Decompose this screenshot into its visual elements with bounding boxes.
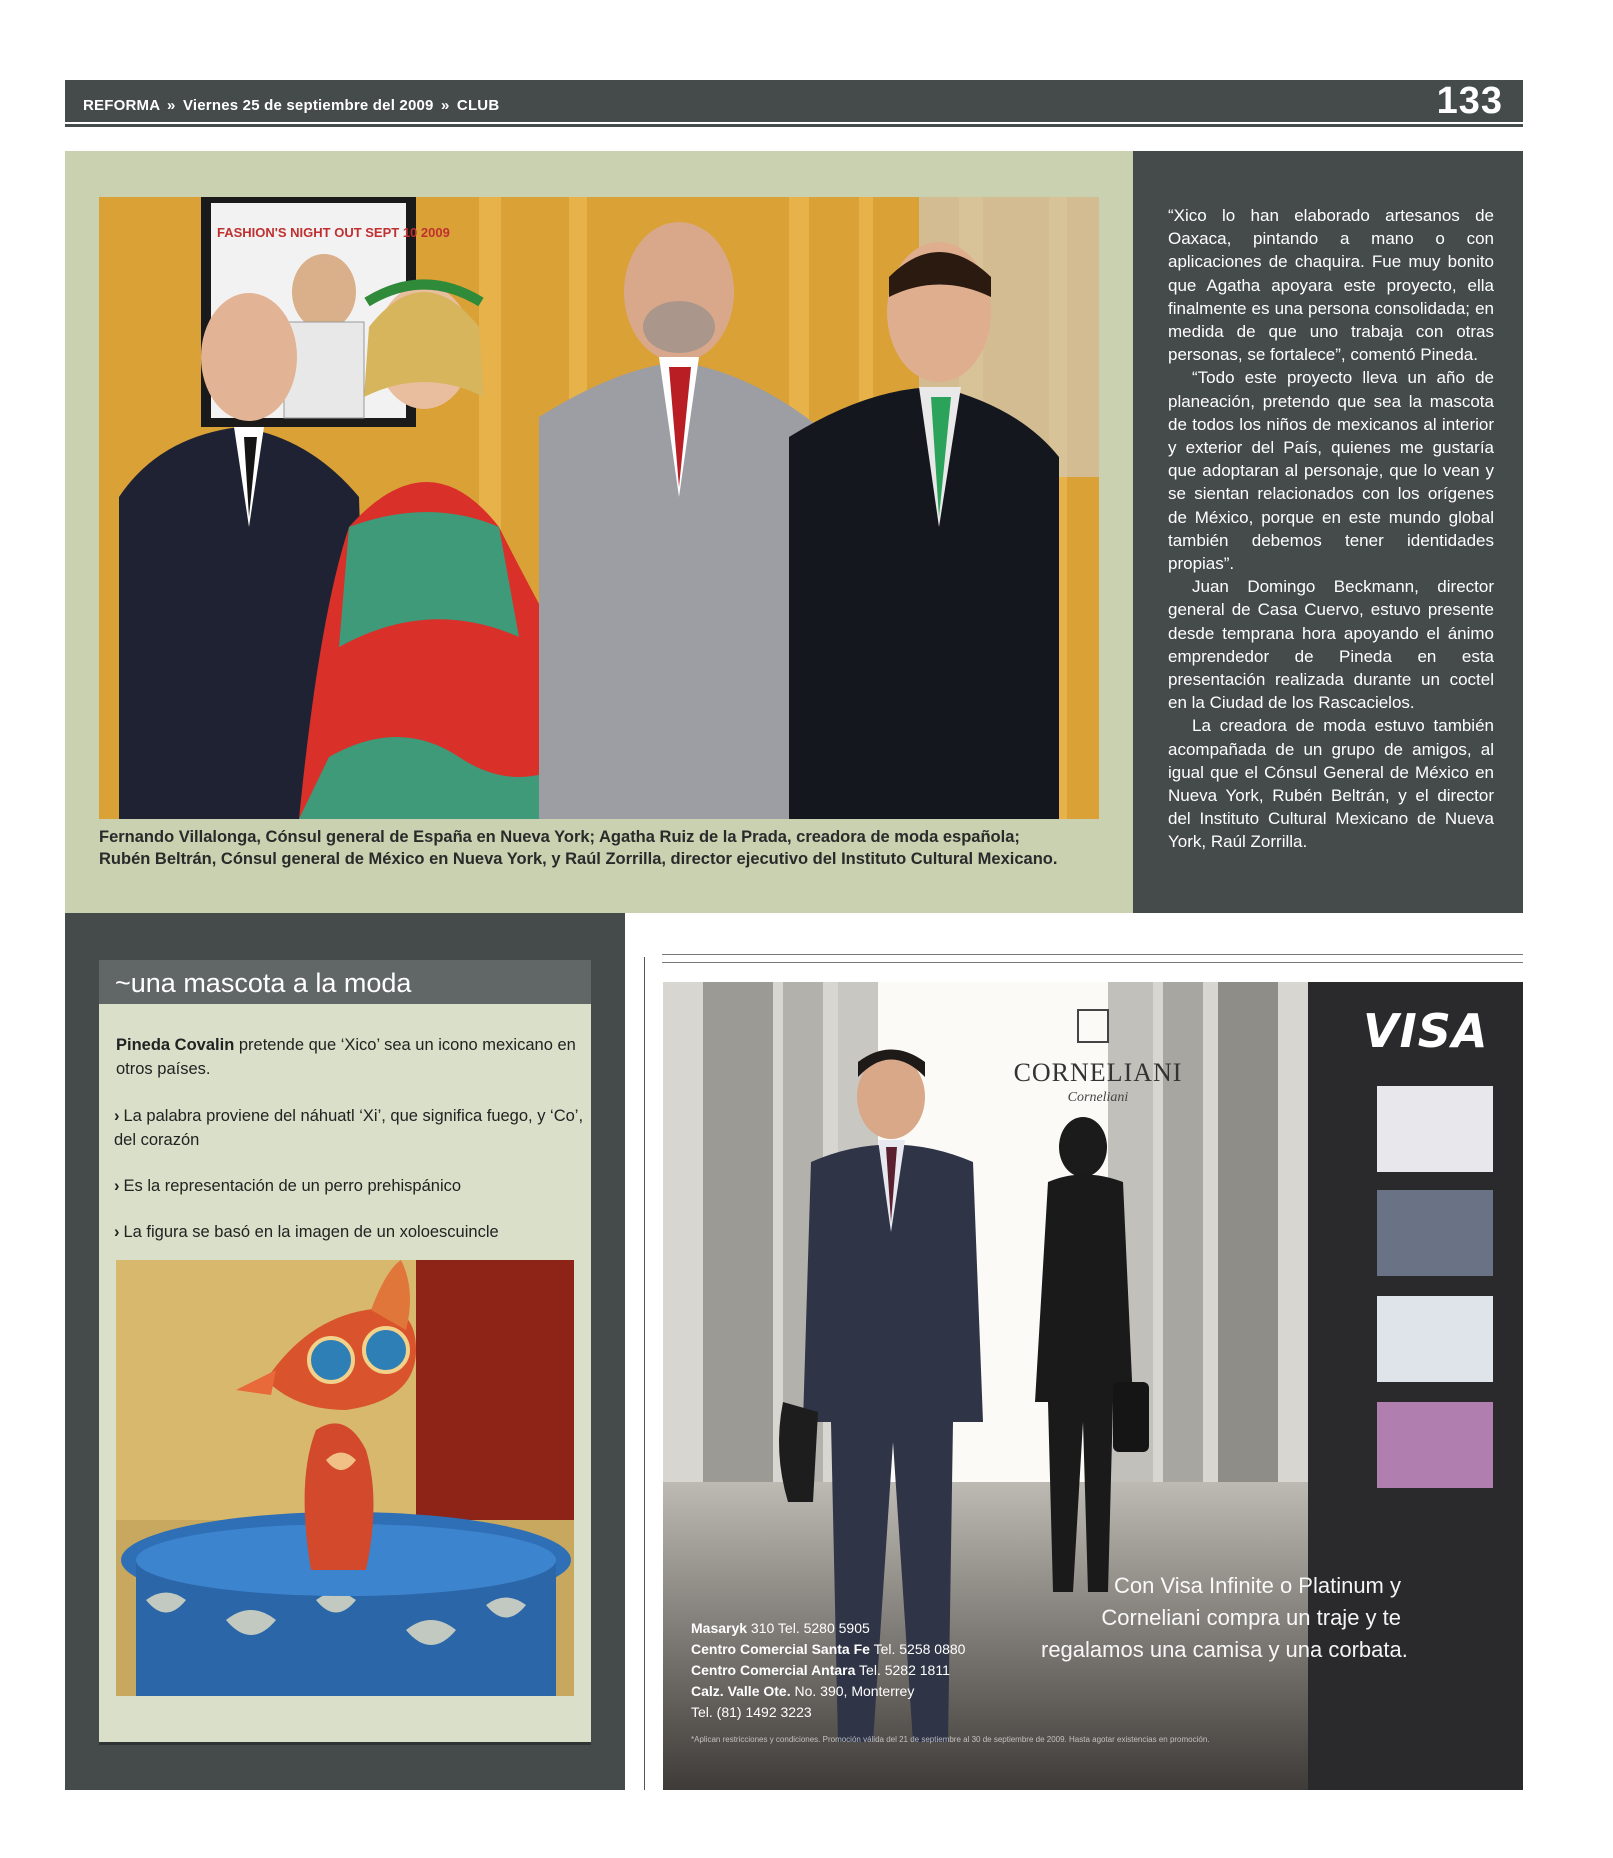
store-detail: 310 Tel. 5280 5905 <box>747 1620 870 1636</box>
header-rule <box>65 124 1523 127</box>
section-name: CLUB <box>456 97 500 114</box>
article-paragraph: “Xico lo han elaborado artesanos de Oaxaca, pintando a mano o con aplicaciones de chaquira. Fue muy bonito que Agatha apoyara este proyecto, ella finalmente es una persona consolidada; en medida de que uno trabaja con otras personas, se fortalece”, comentó Pineda. <box>1168 206 1494 365</box>
info-box-bottom-rule <box>99 1742 591 1745</box>
store-line <box>691 1660 1071 1681</box>
info-box-header <box>99 960 591 1004</box>
advertisement <box>663 982 1523 1790</box>
ad-brand-logo: CORNELIANI <box>1013 1058 1183 1087</box>
sidebar-article-text <box>1168 204 1494 854</box>
bullet-item <box>114 1104 584 1152</box>
store-name: Masaryk <box>691 1620 748 1636</box>
ad-slogan-line: Corneliani compra un traje y te <box>1101 1605 1401 1630</box>
intro-text: pretende que ‘Xico’ sea un icono mexicano en otros países. <box>116 1036 576 1078</box>
newspaper-name: REFORMA <box>83 97 160 114</box>
poster-text: FASHION'S NIGHT OUT SEPT 10 2009 <box>217 225 450 240</box>
info-box-title: ~una mascota a la moda <box>115 968 412 998</box>
ad-slogan-line: regalamos una camisa y una corbata. <box>1041 1637 1408 1662</box>
store-detail: Tel. 5258 0880 <box>869 1641 966 1657</box>
store-line <box>691 1702 1071 1723</box>
separator: » <box>440 97 450 114</box>
bullet-text: La palabra proviene del náhuatl ‘Xi’, que significa fuego, y ‘Co’, del corazón <box>114 1107 584 1149</box>
visa-logo: VISA <box>1363 1004 1489 1058</box>
caption-line: Fernando Villalonga, Cónsul general de España en Nueva York; Agatha Ruiz de la Prada, creadora de moda española; <box>99 828 1020 846</box>
ad-slogan <box>1041 1570 1408 1666</box>
store-name: Calz. Valle Ote. <box>691 1683 791 1699</box>
separator: » <box>167 97 176 114</box>
bullet-text: Es la representación de un perro prehispánico <box>123 1177 462 1195</box>
bullet-text: La figura se basó en la imagen de un xoloescuincle <box>123 1223 499 1241</box>
store-line <box>691 1639 1071 1660</box>
group-photo <box>99 197 1099 819</box>
page-number: 133 <box>1436 80 1503 122</box>
issue-date: Viernes 25 de septiembre del 2009 <box>182 97 434 114</box>
xico-figure-illustration <box>116 1260 574 1696</box>
store-detail: Tel. 5282 1811 <box>855 1662 950 1678</box>
store-detail: No. 390, Monterrey <box>790 1683 915 1699</box>
store-name: Centro Comercial Antara <box>691 1662 856 1678</box>
column-rule <box>644 957 645 1790</box>
article-paragraph: “Todo este proyecto lleva un año de planeación, pretendo que sea la mascota de todos los niños de mexicanos al interior y exterior del País, quienes me gustaría que adoptaran al personaje, que lo vean y se sientan relacionados con los orígenes de México, porque en este mundo global también debemos tener identidades propias”. <box>1168 368 1494 574</box>
photo-caption <box>99 826 1109 870</box>
bullet-marker: › <box>114 1107 120 1125</box>
ad-slogan-line: Con Visa Infinite o Platinum y <box>1114 1573 1401 1598</box>
store-detail: Tel. (81) 1492 3223 <box>691 1704 812 1720</box>
ad-fine-print: *Aplican restricciones y condiciones. Promoción válida del 21 de septiembre al 30 de septiembre de 2009. Hasta agotar existencias en promoción. <box>691 1735 1210 1744</box>
page-header <box>65 80 1523 122</box>
bullet-item <box>114 1220 584 1244</box>
article-paragraph: Juan Domingo Beckmann, director general de Casa Cuervo, estuvo presente desde temprana hora apoyando el ánimo emprendedor de Pineda en esta presentación realizada durante un coctel en la Ciudad de los Rascacielos. <box>1168 577 1494 713</box>
article-paragraph: La creadora de moda estuvo también acompañada de un grupo de amigos, al igual que el Cónsul General de México en Nueva York, Rubén Beltrán, y el director del Instituto Cultural Mexicano de Nueva York, Raúl Zorrilla. <box>1168 716 1494 852</box>
store-line <box>691 1681 1071 1702</box>
store-name: Centro Comercial Santa Fe <box>691 1641 870 1657</box>
ad-brand-script: Corneliani <box>1067 1090 1129 1105</box>
ad-store-list <box>691 1618 1071 1723</box>
caption-line: Rubén Beltrán, Cónsul general de México en Nueva York, y Raúl Zorrilla, director ejecutivo del Instituto Cultural Mexicano. <box>99 850 1058 868</box>
bullet-item <box>114 1174 584 1198</box>
ad-top-rule <box>662 954 1523 955</box>
ad-top-rule <box>662 962 1523 963</box>
store-line <box>691 1618 1071 1639</box>
xico-figure-photo <box>116 1260 574 1696</box>
intro-brand: Pineda Covalin <box>116 1036 235 1054</box>
bullet-marker: › <box>114 1223 120 1241</box>
bullet-marker: › <box>114 1177 120 1195</box>
info-box-intro <box>116 1033 586 1081</box>
header-dateline <box>83 97 499 114</box>
group-photo-illustration <box>99 197 1099 819</box>
